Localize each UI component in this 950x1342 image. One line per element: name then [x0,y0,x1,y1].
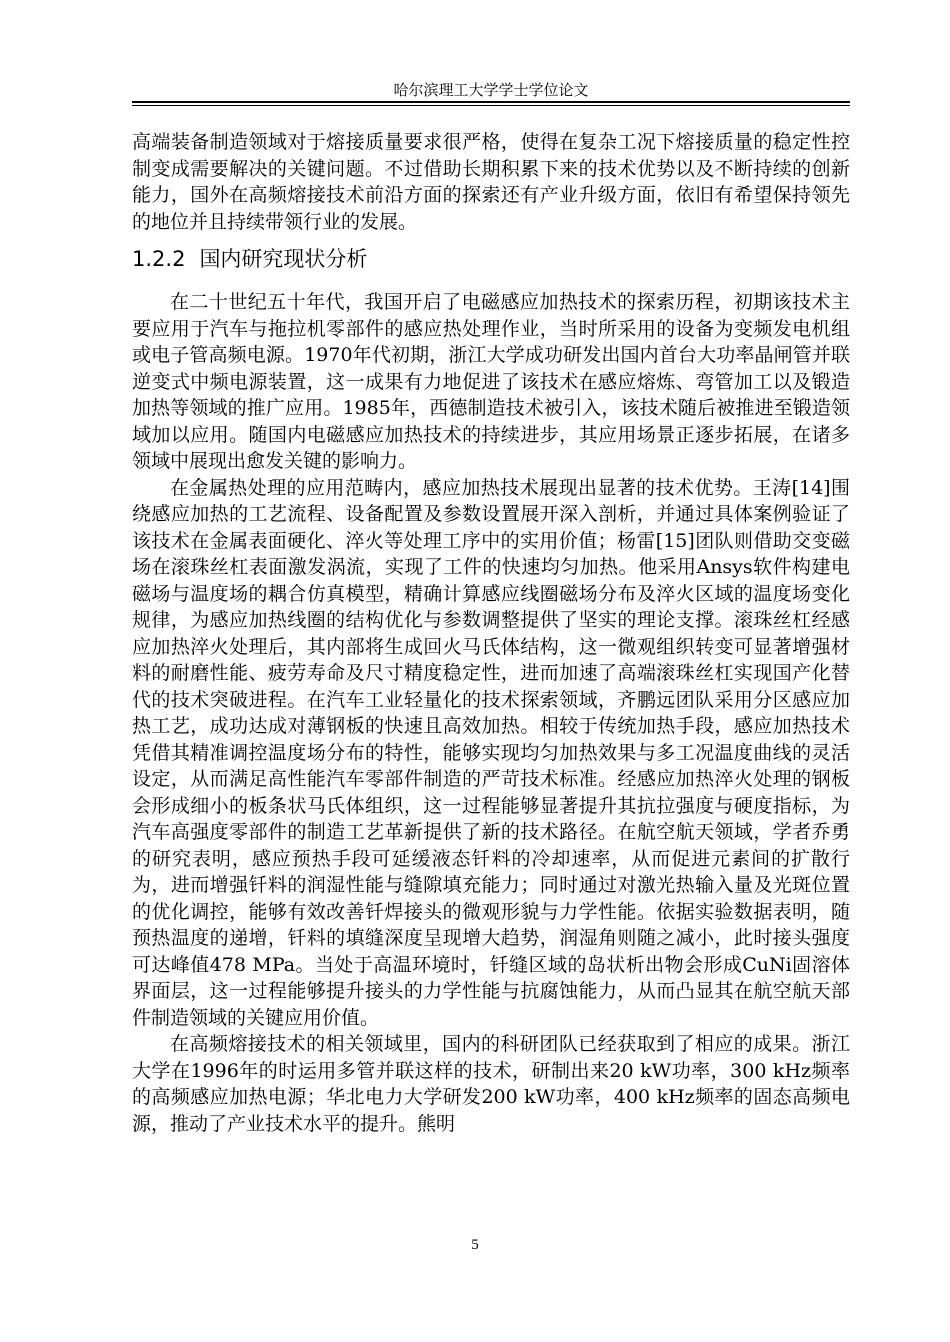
paragraph-applications: 在金属热处理的应用范畴内，感应加热技术展现出显著的技术优势。王涛[14]围绕感应加热的工艺流程、设备配置及参数设置展开深入剖析，并通过具体案例验证了该技术在金属表面硬化、淬火等处理工序中的实用价值；杨雷[15]团队则借助交变磁场在滚珠丝杠表面激发涡流，实现了工件的快速均匀加热。他采用Ansys软件构建电磁场与温度场的耦合仿真模型，精确计算感应线圈磁场分布及淬火区域的温度场变化规律，为感应加热线圈的结构优化与参数调整提供了坚实的理论支撑。滚珠丝杠经感应加热淬火处理后，其内部将生成回火马氏体结构，这一微观组织转变可显著增强材料的耐磨性能、疲劳寿命及尺寸精度稳定性，进而加速了高端滚珠丝杠实现国产化替代的技术突破进程。在汽车工业轻量化的技术探索领域，齐鹏远团队采用分区感应加热工艺，成功达成对薄钢板的快速且高效加热。相较于传统加热手段，感应加热技术凭借其精准调控温度场分布的特性，能够实现均匀加热效果与多工况温度曲线的灵活设定，从而满足高性能汽车零部件制造的严苛技术标准。经感应加热淬火处理的钢板会形成细小的板条状马氏体组织，这一过程能够显著提升其抗拉强度与硬度指标，为汽车高强度零部件的制造工艺革新提供了新的技术路径。在航空航天领域，学者乔勇的研究表明，感应预热手段可延缓液态钎料的冷却速率，从而促进元素间的扩散行为，进而增强钎料的润湿性能与缝隙填充能力；同时通过对激光热输入量及光斑位置的优化调控，能够有效改善钎焊接头的微观形貌与力学性能。依据实验数据表明，随预热温度的递增，钎料的填缝深度呈现增大趋势，润湿角则随之减小，此时接头强度可达峰值478 MPa。当处于高温环境时，钎缝区域的岛状析出物会形成CuNi固溶体界面层，这一过程能够提升接头的力学性能与抗腐蚀能力，从而凸显其在航空航天部件制造领域的关键应用价值。 [132,476,850,1029]
section-title: 国内研究现状分析 [199,247,368,271]
section-heading [132,244,850,274]
running-header: 哈尔滨理工大学学士学位论文 [393,81,589,99]
page-content [132,129,850,1137]
page-number: 5 [471,1237,479,1253]
header-rule-thick [132,101,850,103]
paragraph-history: 在二十世纪五十年代，我国开启了电磁感应加热技术的探索历程，初期该技术主要应用于汽车与拖拉机零部件的感应热处理作业，当时所采用的设备为变频发电机组或电子管高频电源。1970年代初期，浙江大学成功研发出国内首台大功率晶闸管并联逆变式中频电源装置，这一成果有力地促进了该技术在感应熔炼、弯管加工以及锻造加热等领域的推广应用。1985年，西德制造技术被引入，该技术随后被推进至锻造领域加以应用。随国内电磁感应加热技术的持续进步，其应用场景正逐步拓展，在诸多领域中展现出愈发关键的影响力。 [132,291,850,472]
section-number: 1.2.2 [132,247,186,271]
header-rule-thin [132,105,850,106]
paragraph-continued: 高端装备制造领域对于熔接质量要求很严格，使得在复杂工况下熔接质量的稳定性控制变成需要解决的关键问题。不过借助长期积累下来的技术优势以及不断持续的创新能力，国外在高频熔接技术前沿方面的探索还有产业升级方面，依旧有希望保持领先的地位并且持续带领行业的发展。 [132,131,850,233]
paragraph-high-frequency: 在高频熔接技术的相关领域里，国内的科研团队已经获取到了相应的成果。浙江大学在1996年的时运用多管并联这样的技术，研制出来20 kW功率，300 kHz频率的高频感应加热电源；华北电力大学研发200 kW功率，400 kHz频率的固态高频电源，推动了产业技术水平的提升。熊明 [132,1033,850,1135]
